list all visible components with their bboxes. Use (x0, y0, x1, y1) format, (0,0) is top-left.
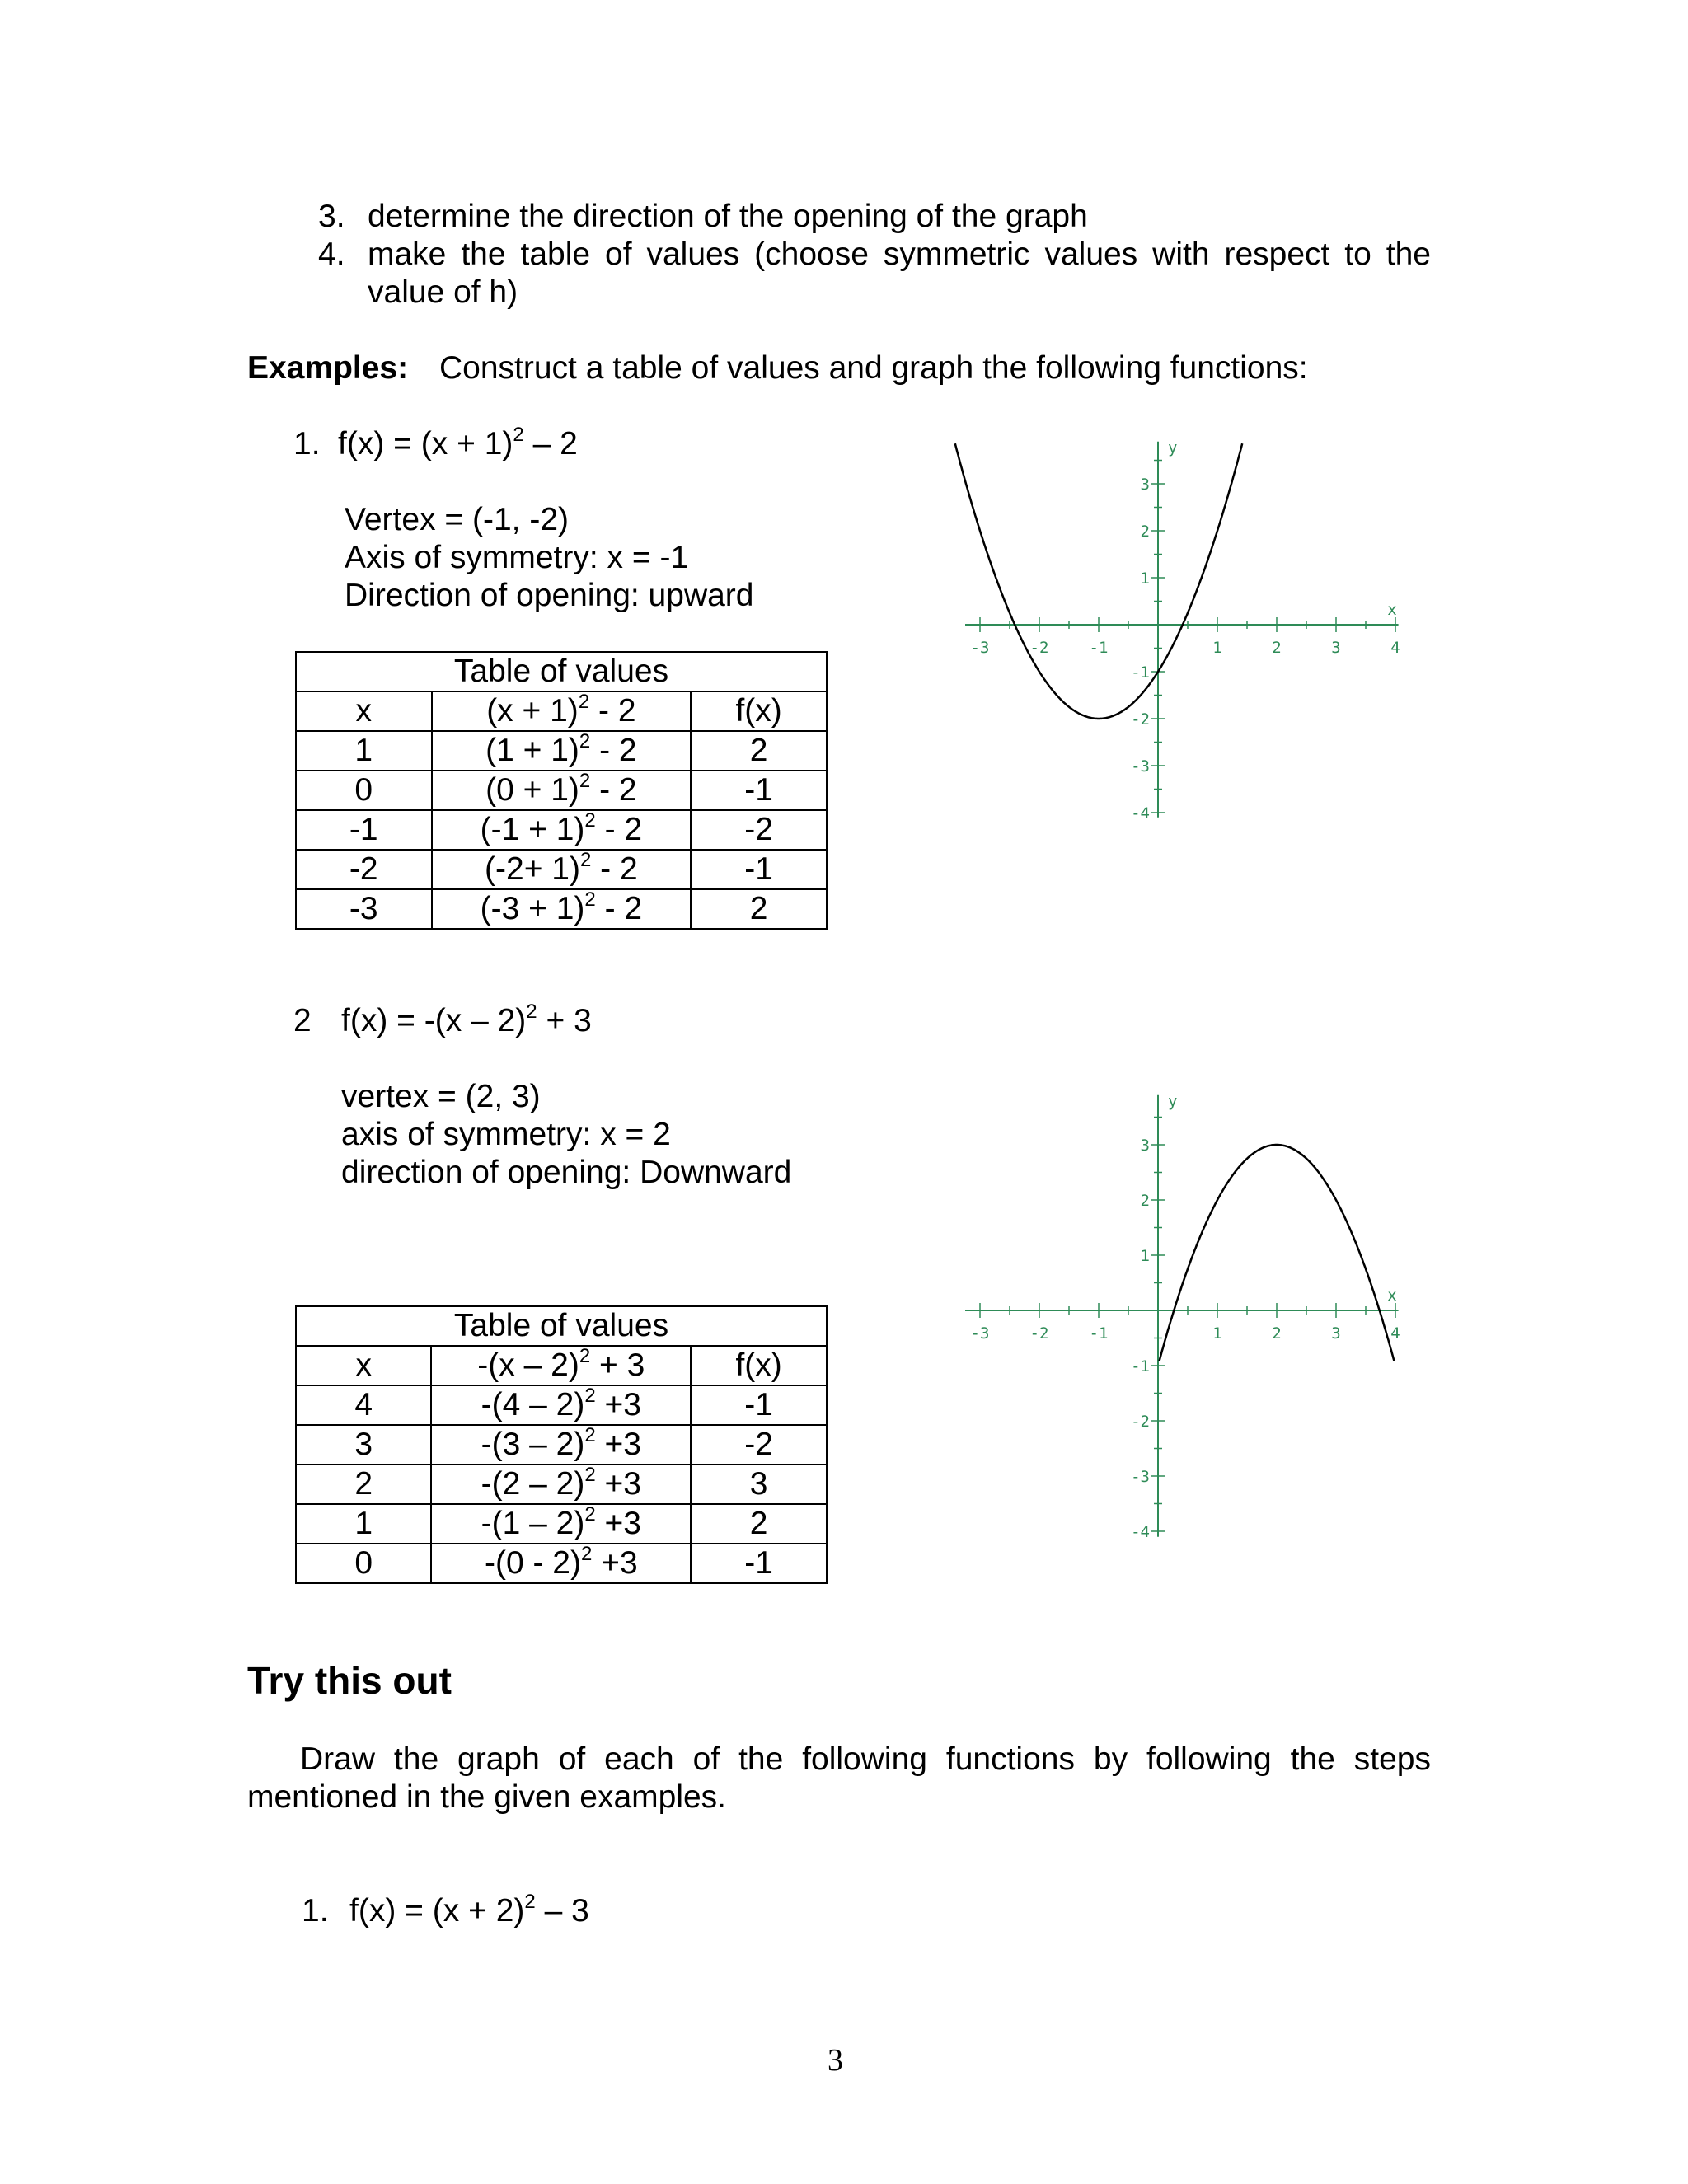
header-x: x (296, 1346, 431, 1385)
y-tick-label: -3 (1131, 1468, 1150, 1486)
example-1-function: $f(x) = (x + 1)^2 - 2$ (338, 424, 578, 462)
cell-fx: 2 (691, 889, 827, 929)
y-tick-label: 3 (1140, 476, 1150, 494)
example-2-graph (915, 1080, 1409, 1541)
cell-x: 0 (296, 1544, 431, 1583)
y-tick-label: 2 (1140, 1192, 1150, 1210)
x-tick-label: -2 (1029, 1324, 1049, 1343)
step-3-number: 3. (318, 199, 345, 234)
table-row (296, 1385, 827, 1425)
y-tick-label: -4 (1131, 1523, 1150, 1541)
y-tick-label: 1 (1140, 1247, 1150, 1265)
try-instructions: Draw the graph of each of the following functions by following the steps (300, 1741, 1431, 1777)
header-x: x (296, 691, 432, 731)
x-tick-label: 3 (1331, 639, 1341, 657)
table-row (296, 771, 827, 810)
cell-fx: -1 (691, 1544, 827, 1583)
cell-expression: $(-3 + 1)^2 - 2$ (432, 889, 692, 929)
examples-label: Examples: (247, 350, 409, 386)
cell-x: 2 (296, 1465, 431, 1504)
cell-expression: $(-2+ 1)^2 - 2$ (432, 850, 692, 889)
table-title: Table of values (296, 652, 827, 691)
example-2-vertex: vertex = (2, 3) (341, 1079, 541, 1114)
example-2-function: f(x) = -(x – 2)$^2$ + 3 (341, 1001, 592, 1038)
x-tick-label: 2 (1272, 639, 1282, 657)
y-tick-label: -4 (1131, 804, 1150, 823)
cell-x: -2 (296, 850, 432, 889)
cell-fx: -2 (691, 810, 827, 850)
y-axis-label: y (1168, 1092, 1178, 1111)
example-2-table (295, 1305, 828, 1584)
table-header-row (296, 1346, 827, 1385)
y-tick-label: -1 (1131, 663, 1150, 682)
parabola-curve (955, 443, 1242, 719)
header-expression: $(x + 1)^2 - 2$ (432, 691, 692, 731)
x-tick-label: 2 (1272, 1324, 1282, 1343)
try-problem-number: 1. (302, 1893, 329, 1929)
examples-intro: Construct a table of values and graph the following functions: (439, 350, 1308, 386)
cell-expression: -(0 - 2)$^2$ +3 (431, 1544, 691, 1583)
step-4-number: 4. (318, 237, 345, 272)
cell-x: 3 (296, 1425, 431, 1465)
example-1-graph (915, 429, 1409, 832)
example-1-axis: Axis of symmetry: x = -1 (345, 540, 689, 575)
cell-expression: -(3 – 2)$^2$ +3 (431, 1425, 691, 1465)
x-tick-label: 3 (1331, 1324, 1341, 1343)
cell-fx: -1 (691, 1385, 827, 1425)
x-axis-label: x (1387, 1286, 1397, 1305)
page-number: 3 (828, 2043, 843, 2078)
example-2-number: 2 (293, 1003, 312, 1038)
x-tick-label: 4 (1390, 1324, 1400, 1343)
cell-x: 4 (296, 1385, 431, 1425)
cell-x: 0 (296, 771, 432, 810)
step-4-continuation: value of h) (368, 274, 518, 310)
x-tick-label: 4 (1390, 639, 1400, 657)
y-tick-label: -3 (1131, 757, 1150, 776)
example-1-table (295, 651, 828, 930)
table-row (296, 810, 827, 850)
table-row (296, 1544, 827, 1583)
x-tick-label: 1 (1212, 1324, 1222, 1343)
try-heading: Try this out (247, 1659, 452, 1702)
step-3-text: determine the direction of the opening of the graph (368, 199, 1088, 234)
cell-x: 1 (296, 731, 432, 771)
cell-expression: -(1 – 2)$^2$ +3 (431, 1504, 691, 1544)
header-expression: -(x – 2)$^2$ + 3 (431, 1346, 691, 1385)
x-tick-label: -2 (1029, 639, 1049, 657)
cell-fx: -1 (691, 771, 827, 810)
cell-expression: $(1 + 1)^2 - 2$ (432, 731, 692, 771)
table-row (296, 850, 827, 889)
step-4-text: make the table of values (choose symmetric values with respect to the (368, 237, 1431, 272)
example-2-axis: axis of symmetry: x = 2 (341, 1117, 671, 1152)
cell-fx: -1 (691, 850, 827, 889)
table-row (296, 731, 827, 771)
y-axis-label: y (1168, 438, 1178, 457)
y-tick-label: 1 (1140, 569, 1150, 588)
example-1-number: 1. (293, 426, 321, 462)
x-axis-label: x (1387, 601, 1397, 619)
y-tick-label: -2 (1131, 710, 1150, 729)
table-row (296, 1425, 827, 1465)
cell-fx: -2 (691, 1425, 827, 1465)
example-1-vertex: Vertex = (-1, -2) (345, 502, 570, 537)
try-instructions-continuation: mentioned in the given examples. (247, 1779, 727, 1815)
cell-fx: 2 (691, 731, 827, 771)
table-title: Table of values (296, 1306, 827, 1346)
cell-fx: 2 (691, 1504, 827, 1544)
y-tick-label: 3 (1140, 1137, 1150, 1155)
table-row (296, 889, 827, 929)
try-problem-function: $f(x) = (x + 2)^2 - 3$ (349, 1891, 589, 1929)
example-1-direction: Direction of opening: upward (345, 578, 754, 613)
y-tick-label: -1 (1131, 1357, 1150, 1376)
cell-expression: $(-1 + 1)^2 - 2$ (432, 810, 692, 850)
x-tick-label: -3 (970, 1324, 990, 1343)
cell-x: -1 (296, 810, 432, 850)
x-tick-label: -1 (1089, 1324, 1109, 1343)
cell-fx: 3 (691, 1465, 827, 1504)
x-tick-label: -1 (1089, 639, 1109, 657)
x-tick-label: 1 (1212, 639, 1222, 657)
x-tick-label: -3 (970, 639, 990, 657)
header-fx: f(x) (691, 691, 827, 731)
cell-expression: $(0 + 1)^2 - 2$ (432, 771, 692, 810)
cell-x: 1 (296, 1504, 431, 1544)
cell-expression: -(2 – 2)$^2$ +3 (431, 1465, 691, 1504)
y-tick-label: 2 (1140, 523, 1150, 541)
example-2-direction: direction of opening: Downward (341, 1155, 792, 1190)
table-row (296, 1504, 827, 1544)
header-fx: f(x) (691, 1346, 827, 1385)
table-header-row (296, 691, 827, 731)
cell-x: -3 (296, 889, 432, 929)
table-row (296, 1465, 827, 1504)
y-tick-label: -2 (1131, 1413, 1150, 1431)
cell-expression: -(4 – 2)$^2$ +3 (431, 1385, 691, 1425)
